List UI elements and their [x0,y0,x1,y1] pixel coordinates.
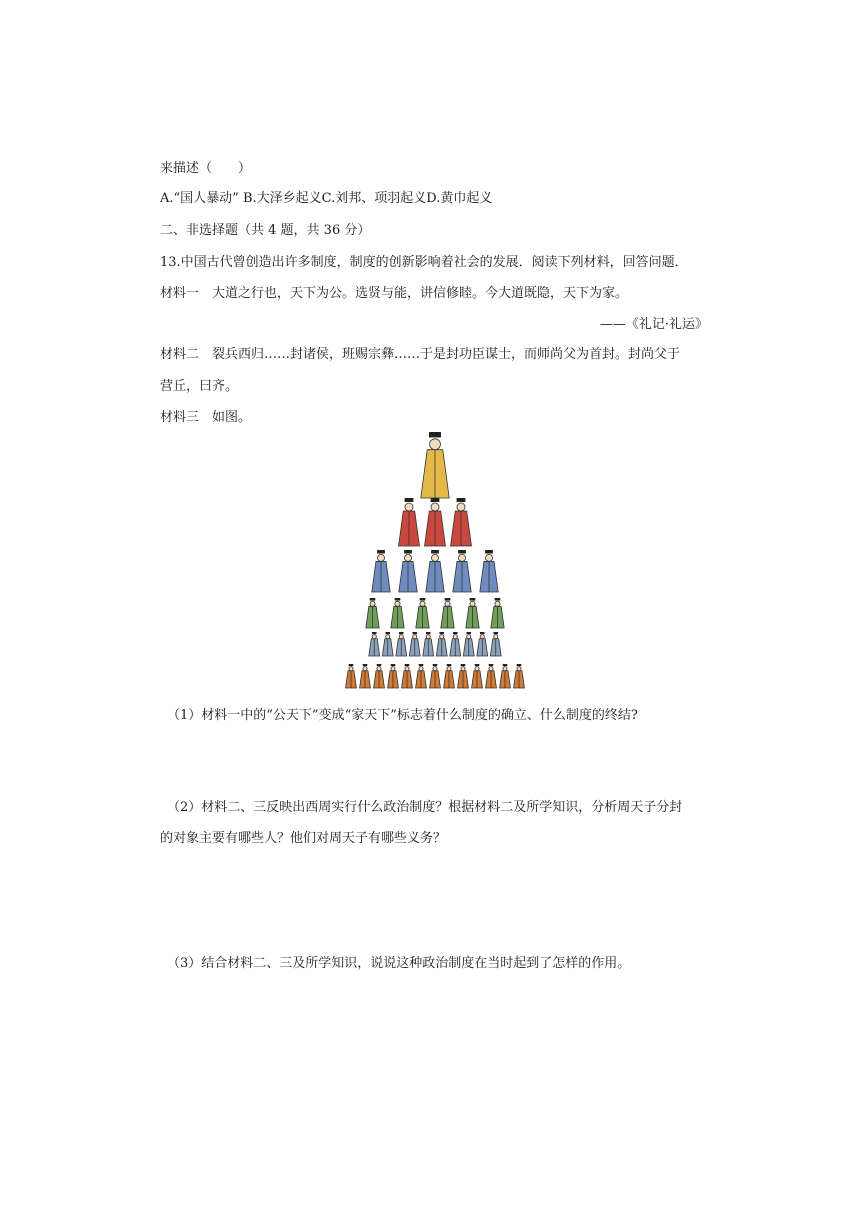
hierarchy-figure-row-5 [490,632,501,656]
hierarchy-figure-row-6 [374,664,385,688]
hierarchy-figure-row-3 [480,550,498,592]
hierarchy-figure-row-5 [423,632,434,656]
hierarchy-figure-row-3 [399,550,417,592]
hierarchy-figure-row-6 [458,664,469,688]
section-heading: 二、非选择题（共 4 题，共 36 分） [160,223,371,238]
feudal-hierarchy-figure [315,430,555,695]
hierarchy-figure-row-4 [466,598,479,628]
hierarchy-figure-row-5 [409,632,420,656]
hierarchy-figure-row-5 [369,632,380,656]
material-2-line-1: 材料二 裂兵西归……封诸侯，班赐宗彝……于是封功臣谋士，而师尚父为首封。封尚父于 [160,347,681,362]
line-stem-end: 来描述（ ） [160,161,252,176]
hierarchy-figure-row-2 [425,498,446,546]
question-2-line-2: 的对象主要有哪些人？他们对周天子有哪些义务？ [160,831,447,846]
question-1: （1）材料一中的“公天下”变成“家天下”标志着什么制度的确立、什么制度的终结? [167,708,638,723]
material-1: 材料一 大道之行也，天下为公。选贤与能，讲信修睦。今大道既隐，天下为家。 [160,286,629,301]
material-1-source: ——《礼记·礼运》 [599,317,708,332]
hierarchy-figure-row-3 [426,550,444,592]
hierarchy-figure-row-4 [416,598,429,628]
question-3: （3）结合材料二、三及所学知识，说说这种政治制度在当时起到了怎样的作用。 [167,956,631,971]
hierarchy-figure-row-6 [360,664,371,688]
hierarchy-figure-row-6 [416,664,427,688]
hierarchy-figure-row-6 [444,664,455,688]
hierarchy-figure-row-5 [450,632,461,656]
hierarchy-figure-row-4 [366,598,379,628]
hierarchy-figure-row-3 [372,550,390,592]
hierarchy-figure-row-6 [486,664,497,688]
hierarchy-figure-row-5 [436,632,447,656]
material-2-line-2: 营丘，曰齐。 [160,379,239,394]
question-2-line-1: （2）材料二、三反映出西周实行什么政治制度？根据材料二及所学知识，分析周天子分封 [167,800,683,815]
hierarchy-figure-row-3 [453,550,471,592]
hierarchy-figure-row-1 [421,432,449,498]
hierarchy-figure-row-5 [396,632,407,656]
hierarchy-figure-row-5 [463,632,474,656]
hierarchy-figure-row-6 [472,664,483,688]
hierarchy-figure-row-6 [346,664,357,688]
question-13-stem: 13.中国古代曾创造出许多制度，制度的创新影响着社会的发展．阅读下列材料，回答问题． [160,255,688,270]
hierarchy-figure-row-4 [441,598,454,628]
line-options: A.“国人暴动” B.大泽乡起义C.刘邦、项羽起义D.黄巾起义 [160,191,493,206]
hierarchy-figure-row-6 [500,664,511,688]
hierarchy-figure-row-6 [430,664,441,688]
hierarchy-figure-row-6 [514,664,525,688]
hierarchy-figure-row-4 [391,598,404,628]
hierarchy-figure-row-2 [399,498,420,546]
hierarchy-figure-row-6 [388,664,399,688]
hierarchy-figure-row-6 [402,664,413,688]
hierarchy-figure-row-5 [382,632,393,656]
hierarchy-figure-row-2 [451,498,472,546]
hierarchy-figure-row-5 [477,632,488,656]
material-3: 材料三 如图。 [160,410,252,425]
hierarchy-figure-row-4 [491,598,504,628]
